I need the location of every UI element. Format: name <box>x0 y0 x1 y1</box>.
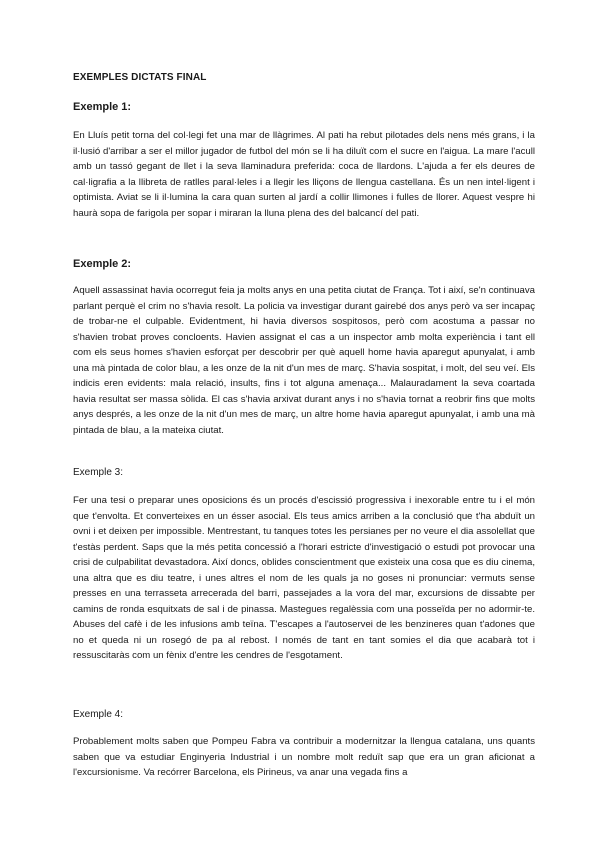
section-heading-exemple-3: Exemple 3: <box>73 467 124 478</box>
section-heading-exemple-4: Exemple 4: <box>73 709 124 720</box>
section-paragraph-exemple-1: En Lluís petit torna del col·legi fet una mar de llàgrimes. Al pati ha rebut pilotades dels nens més grans, i la il·lusió d'arribar a ser el millor jugador de futbol del món se li ha diluït com el sucre en l'aigua. La mare l'acull amb un tassó gegant de llet i la seva llaminadura preferida: coca de llardons. L'ajuda a fer els deures de cal·ligrafia a la llibreta de ratlles paral·leles i a llegir les lliçons de llengua castellana. És un nen intel·ligent i optimista. Aviat se li il·lumina la cara quan surten al jardí a collir llimones i fulles de llorer. Aquest vespre hi haurà sopa de farigola per sopar i miraran la lluna plena des del balcancí del pati. <box>73 130 535 219</box>
document-title: EXEMPLES DICTATS FINAL <box>73 72 207 83</box>
section-paragraph-exemple-4: Probablement molts saben que Pompeu Fabra va contribuir a modernitzar la llengua catalana, uns quants saben que va estudiar Enginyeria Industrial i un nombre molt reduït sap que era un gran aficionat a l'excursionisme. Va recórrer Barcelona, els Pirineus, va anar una vegada fins a <box>73 736 535 778</box>
section-heading-exemple-2: Exemple 2: <box>73 258 132 270</box>
section-paragraph-exemple-2: Aquell assassinat havia ocorregut feia ja molts anys en una petita ciutat de França. Tot i així, se'n continuava parlant perquè el crim no s'havia resolt. La policia va investigar durant gairebé dos anys però va ser incapaç de trobar-ne el culpable. Evidentment, hi havia diversos sospitosos, però com acostuma a passar no s'havien trobat proves concloents. Havien assignat el cas a un inspector amb molta experiència i tant ell com els seus homes s'havien esforçat per descobrir per què aquell home havia aparegut apunyalat, i amb una mà pintada de color blau, a les onze de la nit d'un mes de març. S'havia sospitat, i molt, del seu veí. Els indicis eren evidents: mala relació, insults, fins i tot alguna amenaça... Malauradament la seva coartada havia resultat ser massa sòlida. El cas s'havia arxivat durant anys i no s'havia tornat a reobrir fins que molts anys després, a les onze de la nit d'un mes de març, un altre home havia aparegut apunyalat, i amb una mà pintada de blau, a la mateixa ciutat. <box>73 285 535 436</box>
section-heading-exemple-1: Exemple 1: <box>73 101 132 113</box>
section-paragraph-exemple-3: Fer una tesi o preparar unes oposicions és un procés d'escissió progressiva i inexorable entre tu i el món que t'envolta. Et converteixes en un ésser asocial. Els teus amics arriben a la conclusió que t'ha abduït un ovni i et deixen per impossible. Mentrestant, tu tanques totes les persianes per no veure el dia assolellat que t'estàs perdent. Saps que la més petita concessió a l'horari estricte d'investigació o estudi pot provocar una crisi de culpabilitat devastadora. Així doncs, oblides conscientment que existeix una cosa que es diu cinema, una altra que es diu teatre, i unes altres el nom de les quals ja no goses ni pronunciar: vermuts sense presses en una terrasseta arrecerada del barri, passejades a la vora del mar, excursions de dissabte per camins de ronda esquitxats de sal i de pinassa. Mastegues regalèssia com una posseïda per no adormir-te. Abuses del cafè i de les infusions amb teïna. T'escapes a l'autoservei de les benzineres quan t'adones que no et queda ni un rosegó de pa al rebost. I només de tant en tant somies el dia que acabarà tot i ressuscitaràs com un fènix d'entre les cendres de l'esgotament. <box>73 495 535 661</box>
